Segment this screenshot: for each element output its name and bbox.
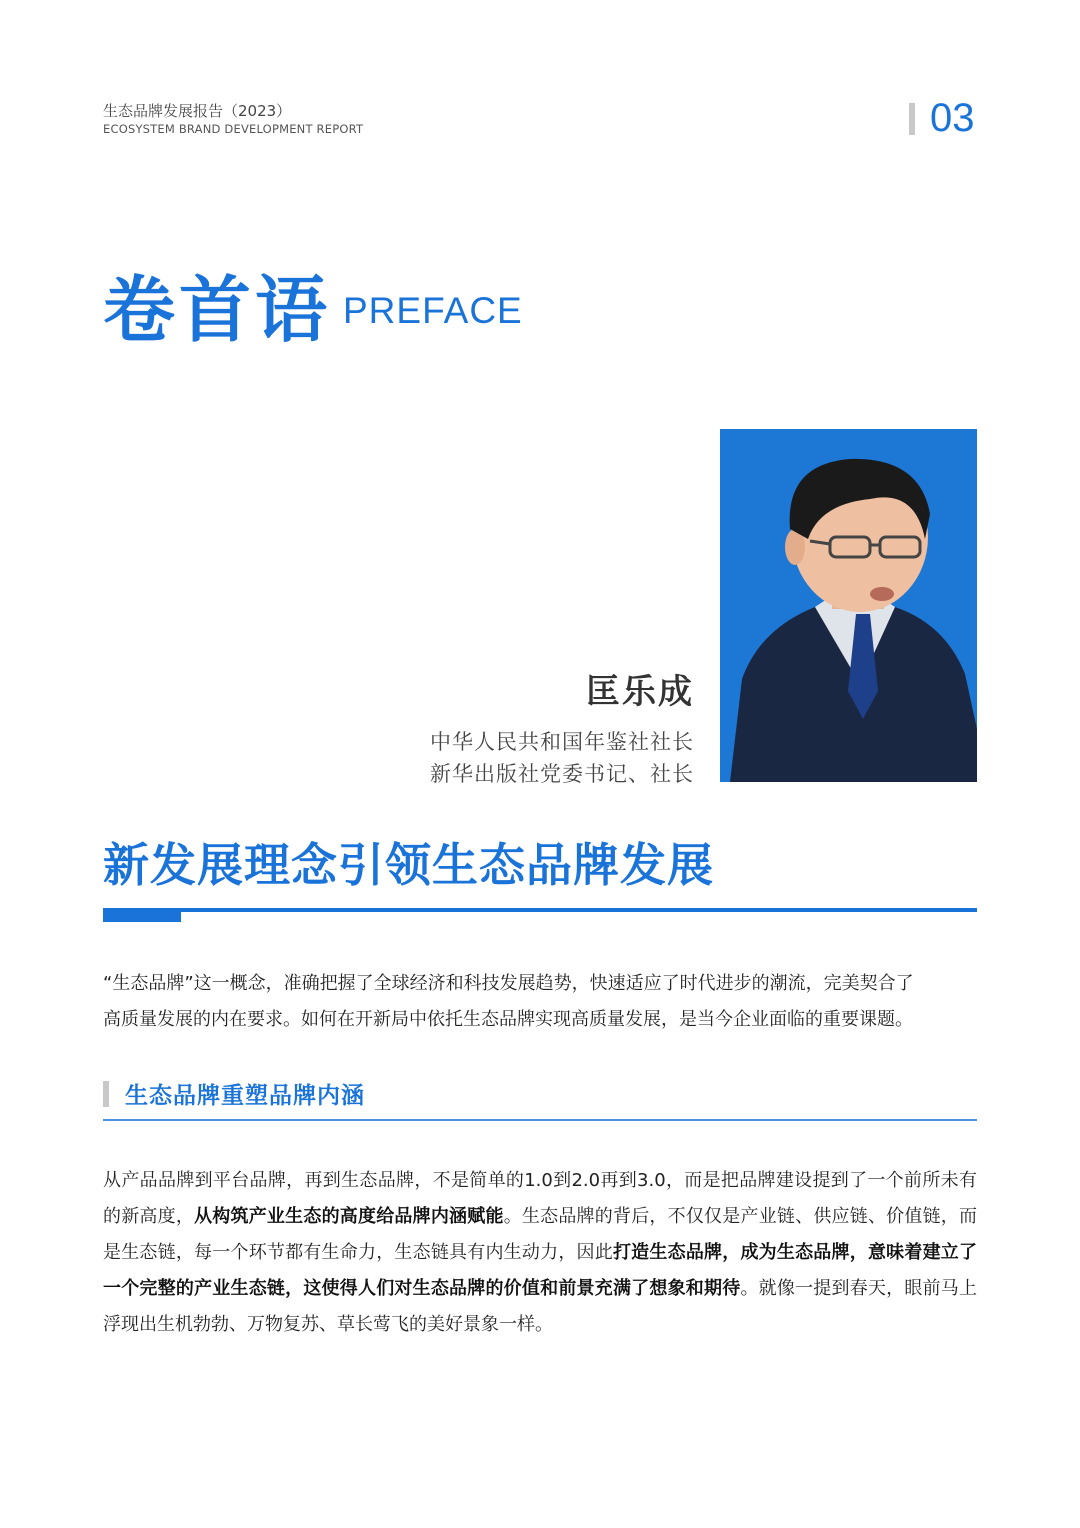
intro-paragraph [103,966,977,1038]
author-position-2: 新华出版社党委书记、社长 [430,762,694,786]
preface-title-cn: 卷首语 [103,268,332,352]
section-heading-marker [103,1081,109,1107]
report-title-en: ECOSYSTEM BRAND DEVELOPMENT REPORT [103,122,364,136]
section-heading: 生态品牌重塑品牌内涵 [125,1083,365,1109]
body-text-2: 。生态品牌的背后，不仅仅是产业链、供应链、价值链，而是生态链，每一个环节都有生命力，生态链具有内生动力，因此 [103,1206,978,1263]
section-heading-underline [103,1119,977,1121]
headline-underline-accent [103,908,181,922]
intro-line-2: 高质量发展的内在要求。如何在开新局中依托生态品牌实现高质量发展，是当今企业面临的重要课题。 [103,1009,913,1030]
author-portrait [720,429,977,782]
body-emphasis-1: 从构筑产业生态的高度给品牌内涵赋能 [194,1206,504,1227]
author-portrait-illustration [720,429,977,782]
page-number: 03 [930,96,975,140]
intro-line-1: “生态品牌”这一概念，准确把握了全球经济和科技发展趋势，快速适应了时代进步的潮流，完美契合了 [103,973,914,994]
headline-underline [103,908,977,912]
author-name: 匡乐成 [586,672,694,712]
article-headline: 新发展理念引领生态品牌发展 [103,838,714,892]
page-number-divider [909,103,915,135]
body-paragraph [103,1163,977,1343]
author-position-1: 中华人民共和国年鉴社社长 [430,730,694,754]
body-emphasis-2: 打造生态品牌，成为生态品牌，意味着建立了一个完整的产业生态链，这使得人们对生态品牌的价值和前景充满了想象和期待 [103,1242,978,1299]
body-text-1: 从产品品牌到平台品牌，再到生态品牌，不是简单的1.0到2.0再到3.0，而是把品牌建设提到了一个前所未有的新高度， [103,1170,977,1227]
preface-title-en: PREFACE [343,290,523,331]
report-title-cn: 生态品牌发展报告（2023） [103,102,292,120]
body-text-3: 。就像一提到春天，眼前马上浮现出生机勃勃、万物复苏、草长莺飞的美好景象一样。 [103,1278,978,1335]
